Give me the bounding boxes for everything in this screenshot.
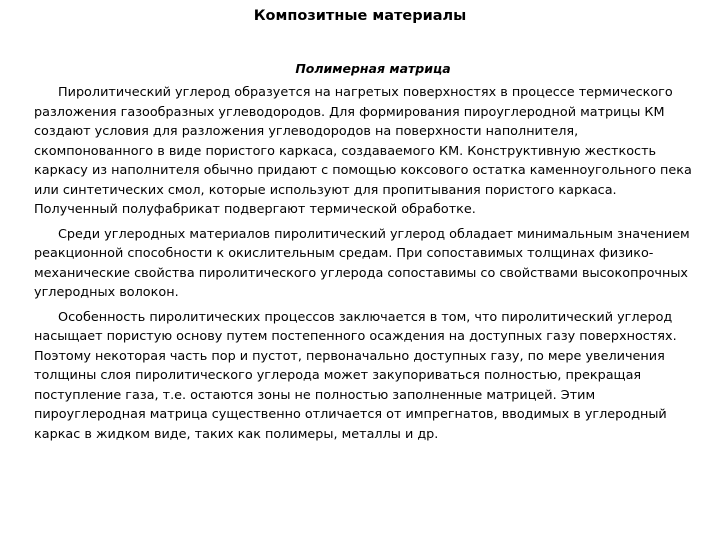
paragraph: Среди углеродных материалов пиролитический углерод обладает минимальным значением реакционной способности к окислительным средам. При сопоставимых толщинах физико-механические свойства пиролитического углерода сопоставимы со свойствами высокопрочных углеродных волокон.	[34, 226, 690, 300]
body-text	[34, 83, 694, 449]
paragraph: Особенность пиролитических процессов заключается в том, что пиролитический углерод насыщает пористую основу путем постепенного осаждения на доступных газу поверхностях. Поэтому некоторая часть пор и пустот, первоначально доступных газу, по мере увеличения толщины слоя пиролитического углерода может закупориваться полностью, прекращая поступление газа, т.е. остаются зоны не полностью заполненные матрицей. Этим пироуглеродная матрица существенно отличается от импрегнатов, вводимых в углеродный каркас в жидком виде, таких как полимеры, металлы и др.	[34, 309, 677, 442]
section-subtitle: Полимерная матрица	[295, 61, 451, 76]
page-title: Композитные материалы	[253, 8, 467, 24]
paragraph: Пиролитический углерод образуется на нагретых поверхностях в процессе термического разложения газообразных углеводородов. Для формирования пироуглеродной матрицы КМ создают условия для разложения углеводородов на поверхности наполнителя, скомпонованного в виде пористого каркаса, создаваемого КМ. Конструктивную жесткость каркасу из наполнителя обычно придают с помощью коксового остатка каменноугольного пека или синтетических смол, которые используют для пропитывания пористого каркаса. Полученный полуфабрикат подвергают термической обработке.	[34, 85, 692, 217]
